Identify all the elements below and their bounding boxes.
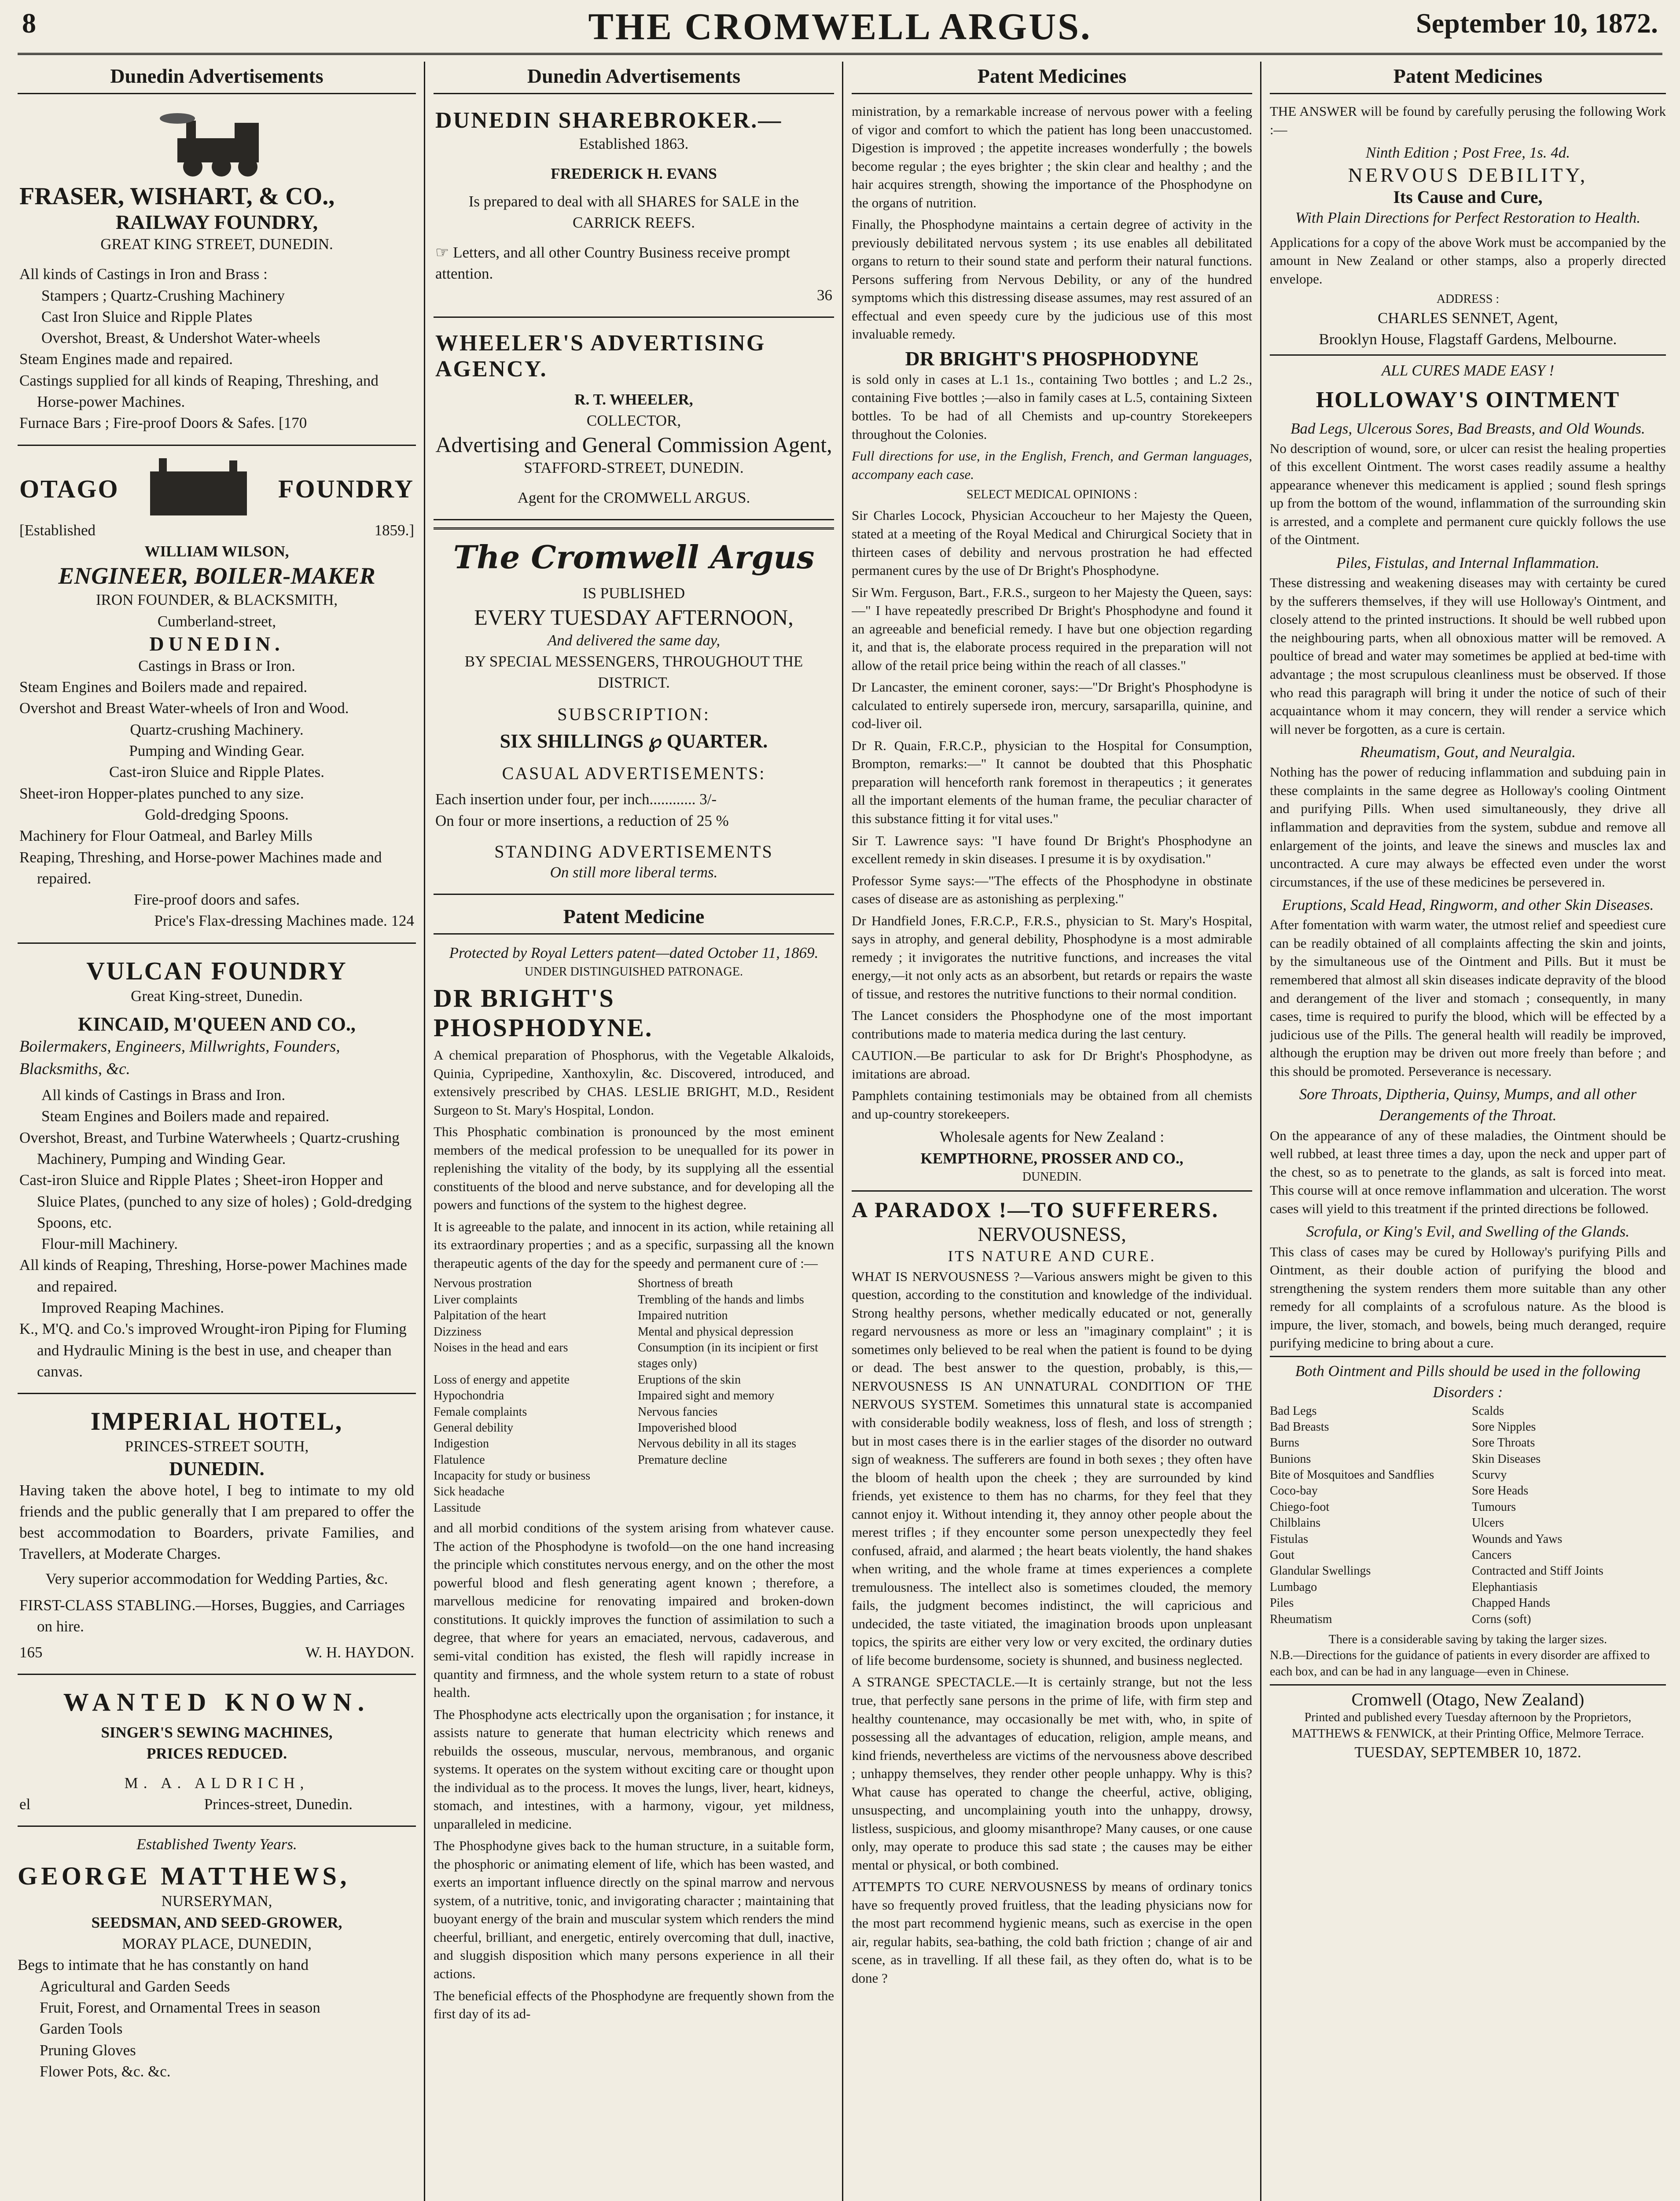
disorder-item: Ulcers — [1472, 1516, 1504, 1530]
line: All kinds of Castings in Iron and Brass : — [19, 265, 268, 283]
opinion: The Lancet considers the Phosphodyne one of the most important contributions made to materia medica during the last century. — [852, 1008, 1252, 1042]
line: SINGER'S SEWING MACHINES, — [101, 1723, 333, 1741]
column-rule — [842, 62, 843, 2201]
subscription-price: SIX SHILLINGS ℘ QUARTER. — [500, 730, 768, 752]
disorder-item: Bunions — [1270, 1452, 1311, 1466]
cure-item: Eruptions of the skin — [638, 1373, 741, 1387]
trade: NURSERYMAN, — [161, 1892, 272, 1910]
cure-item: Incapacity for study or business — [434, 1469, 591, 1483]
paragraph: Nothing has the power of reducing inflammation and subduing pain in these complaints in the same degree as Holloway's cooling Ointment and purifying Pills. When used simultaneously, they drive all inflammation and depravities from the system, subdue and remove all enlargement of the joints, and leave the sinews and muscles lax and uncontracted. A cure may always be effected even under the worst circumstances, if the use of these medicines be persevered in. — [1270, 764, 1666, 890]
cures-list — [434, 1276, 834, 1516]
disorder-item: Corns (soft) — [1472, 1612, 1531, 1626]
disorder-item: Chapped Hands — [1472, 1596, 1551, 1610]
line: Fire-proof doors and safes. — [133, 891, 300, 909]
opinion: Sir Charles Locock, Physician Accoucheur to her Majesty the Queen, stated at a meeting of the Royal Medical and Chirurgical Society that in thirteen cases of debility and nervous prostration he had effected permanent cures by the use of Dr Bright's Phosphodyne. — [852, 508, 1252, 578]
patronage: UNDER DISTINGUISHED PATRONAGE. — [525, 964, 743, 979]
agent-note: Agent for the CROMWELL ARGUS. — [517, 489, 750, 506]
line: Reaping, Threshing, and Horse-power Machines made and repaired. — [19, 848, 382, 887]
note: ☞ Letters, and all other Country Business receive prompt attention. — [435, 244, 790, 283]
cure-item: Hypochondria — [434, 1389, 504, 1403]
publication-day: EVERY TUESDAY AFTERNOON, — [474, 604, 794, 629]
advert-title: DR BRIGHT'S PHOSPHODYNE. — [434, 984, 653, 1042]
column-3 — [852, 62, 1252, 2201]
opinion: Pamphlets containing testimonials may be obtained from all chemists and up-country storekeepers. — [852, 1088, 1252, 1122]
advert-title: A PARADOX !—TO SUFFERERS. — [852, 1197, 1219, 1222]
cure-item: Impoverished blood — [638, 1421, 737, 1435]
subheading: Eruptions, Scald Head, Ringworm, and other Skin Diseases. — [1282, 896, 1654, 914]
city: DUNEDIN. — [149, 632, 284, 655]
section-heading: Patent Medicine — [434, 902, 834, 935]
nb-note: N.B.—Directions for the guidance of patients in every disorder are affixed to each box, and can be had in any language—even in Chinese. — [1270, 1648, 1666, 1686]
wanted-known-advert — [18, 1682, 416, 1827]
subscription-heading: SUBSCRIPTION: — [557, 704, 710, 725]
section-heading: Dunedin Advertisements — [434, 62, 834, 94]
disorder-item: Rheumatism — [1270, 1612, 1332, 1626]
disorder-item: Cancers — [1472, 1548, 1512, 1562]
disorder-item: Piles — [1270, 1596, 1294, 1610]
address: GREAT KING STREET, DUNEDIN. — [100, 236, 333, 253]
agent-address: Brooklyn House, Flagstaff Gardens, Melbourne. — [1270, 329, 1666, 356]
firm-name: KINCAID, M'QUEEN AND CO., — [78, 1013, 356, 1035]
established: Established 1863. — [579, 135, 689, 152]
column-2 — [434, 62, 834, 2201]
foundry-name: RAILWAY FOUNDRY, — [115, 211, 318, 233]
opinion: CAUTION.—Be particular to ask for Dr Bright's Phosphodyne, as imitations are abroad. — [852, 1048, 1252, 1082]
line: Cast-iron Sluice and Ripple Plates ; Sheet-iron Hopper and Sluice Plates, (punched to any size of holes) ; Gold-dredging Spoons, etc. — [19, 1171, 412, 1231]
advert-title: DUNEDIN SHAREBROKER.— — [435, 108, 783, 133]
line: Castings in Brass or Iron. — [138, 657, 295, 674]
trade-sub: IRON FOUNDER, & BLACKSMITH, — [96, 591, 338, 609]
trade: SEEDSMAN, AND SEED-GROWER, — [91, 1914, 342, 1931]
paragraph: Applications for a copy of the above Work must be accompanied by the amount in New Zealand or other stamps, also a properly directed envelope. — [1270, 234, 1666, 287]
line: Overshot and Breast Water-wheels of Iron and Wood. — [19, 699, 349, 717]
list-item: Flower Pots, &c. &c. — [40, 2062, 171, 2080]
otago-foundry-advert — [18, 453, 416, 944]
street: Cumberland-street, — [157, 612, 276, 630]
paragraph: These distressing and weakening diseases may with certainty be cured by the sufferers themselves, if they will use Holloway's Ointment, and closely attend to the printed instructions. It should be well rubbed upon the neighbouring parts, when all obnoxious matter will be removed. A poultice of bread and water may sometimes be applied at bed-time with advantage ; the most scrupulous cleanliness must be observed. If those who read this paragraph will bring it under the notice of such of their acquaintance whom it may concern, they will render a service which will never be forgotten, as a cure is certain. — [1270, 575, 1666, 737]
subheading: ITS NATURE AND CURE. — [948, 1248, 1156, 1265]
subheading: Scrofula, or King's Evil, and Swelling of the Glands. — [1306, 1223, 1630, 1240]
line: Quartz-crushing Machinery. — [130, 721, 304, 738]
sharebroker-advert — [434, 102, 834, 318]
role: COLLECTOR, — [586, 412, 681, 430]
line: Steam Engines and Boilers made and repaired. — [19, 678, 308, 696]
line: Cast Iron Sluice and Ripple Plates — [41, 308, 253, 325]
hotel-name: IMPERIAL HOTEL, — [90, 1407, 343, 1436]
cure-item: Nervous debility in all its stages — [638, 1437, 797, 1451]
proprietor: W. H. HAYDON. — [305, 1643, 414, 1661]
paragraph: is sold only in cases at L.1 1s., containing Two bottles ; and L.2 2s., containing Five bottles ;—also in family cases at L.5, containing Sixteen bottles. To be had of all Chemists and up-country Storekeepers throughout the Colonies. — [852, 371, 1252, 442]
advert-number: 36 — [817, 286, 832, 304]
broker-name: FREDERICK H. EVANS — [551, 165, 717, 183]
opinion: Dr R. Quain, F.R.C.P., physician to the Hospital for Consumption, Brompton, remarks:—" It cannot be doubted that this Phosphatic preparation will henceforth rank foremost in therapeutics ; it generates all the important elements of the human frame, the peculiar character of this substance fitting it for vital uses." — [852, 737, 1252, 826]
address: MORAY PLACE, DUNEDIN, — [121, 1935, 312, 1953]
wheeler-agency-advert — [434, 325, 834, 520]
edition: Ninth Edition ; Post Free, 1s. 4d. — [1365, 144, 1570, 162]
paragraph: On the appearance of any of these maladies, the Ointment should be well rubbed, at least three times a day, upon the neck and upper part of the chest, so as to penetrate to the glands, as salt is forced into meat. This course will at once remove inflammation and ulceration. The worst cases will yield to this treatment if the printed directions be followed. — [1270, 1127, 1666, 1216]
issue-date: September 10, 1872. — [1416, 7, 1658, 39]
newspaper-title: THE CROMWELL ARGUS. — [588, 5, 1092, 48]
line: All kinds of Castings in Brass and Iron. — [41, 1086, 286, 1104]
established-note: Established Twenty Years. — [136, 1836, 297, 1853]
cure-item: Trembling of the hands and limbs — [638, 1292, 804, 1307]
paragraph: The beneficial effects of the Phosphodyne are frequently shown from the first day of its ad- — [434, 1988, 834, 2022]
casual-heading: CASUAL ADVERTISEMENTS: — [502, 763, 766, 784]
disorder-item: Chiego-foot — [1270, 1500, 1330, 1514]
street: PRINCES-STREET SOUTH, — [125, 1438, 309, 1455]
disorder-item: Glandular Swellings — [1270, 1564, 1371, 1578]
cure-item: Indigestion — [434, 1437, 489, 1451]
address-heading: ADDRESS : — [1436, 292, 1500, 306]
disorder-item: Gout — [1270, 1548, 1294, 1562]
advert-title: WHEELER'S ADVERTISING AGENCY. — [435, 331, 766, 382]
cure-item: Sick headache — [434, 1485, 504, 1499]
disorder-item: Scurvy — [1472, 1468, 1507, 1482]
line: Pumping and Winding Gear. — [129, 742, 305, 760]
paragraph: ministration, by a remarkable increase of nervous power with a feeling of vigor and comfort to which the patient has long been unaccustomed. Digestion is improved ; the appetite increases wonderfully ; the bowels become regular ; the eyes brighter ; the skin clear and healthy ; and the hair acquires strength, showing the importance of the Phosphodyne on the organs of nutrition. — [852, 103, 1252, 210]
line: PRICES REDUCED. — [147, 1745, 287, 1763]
product-heading: DR BRIGHT'S PHOSPHODYNE — [905, 347, 1199, 370]
foundry-building-engraving — [146, 458, 251, 520]
opinion: Sir T. Lawrence says: "I have found Dr Bright's Phosphodyne an excellent remedy in skin diseases. I presume it is by oxydisation." — [852, 832, 1252, 867]
cure-item: Nervous fancies — [638, 1405, 718, 1419]
cure-item: Flatulence — [434, 1453, 485, 1467]
paragraph: The Phosphodyne acts electrically upon the organisation ; for instance, it assists nature to generate that human electricity which renews and rebuilds the osseous, muscular, nervous, membranous, and organic systems. It operates on the system without exciting care or thought upon the individual as to the process. It moves the lungs, liver, heart, kidneys, stomach, and intestines, with a harmony, vigour, yet mildness, unparalleled in medicine. — [434, 1706, 834, 1832]
opinion: Dr Lancaster, the eminent coroner, says:—"Dr Bright's Phosphodyne is calculated to entirely supersede iron, mercury, sarsaparilla, quinine, and cod-liver oil. — [852, 679, 1252, 732]
disorder-item: Burns — [1270, 1436, 1299, 1450]
paragraph: This Phosphatic combination is pronounced by the most eminent members of the medical profession to be unequalled for its power in replenishing the vitality of the body, by its supplying all the essential constituents of the blood and nerve substance, and for developing all the powers and functions of the system to the highest degree. — [434, 1124, 834, 1213]
column-4 — [1270, 62, 1666, 2201]
advertiser-name: GEORGE MATTHEWS, — [18, 1862, 350, 1891]
opinions-heading: SELECT MEDICAL OPINIONS : — [966, 488, 1138, 502]
list-item: Fruit, Forest, and Ornamental Trees in season — [40, 1999, 320, 2016]
disorder-item: Bite of Mosquitoes and Sandflies — [1270, 1468, 1434, 1482]
paragraph: THE ANSWER will be found by carefully perusing the following Work :— — [1270, 103, 1666, 137]
proprietor: M. A. ALDRICH, — [124, 1774, 309, 1792]
rate-line: On four or more insertions, a reduction of 25 % — [435, 812, 729, 829]
page-number: 8 — [22, 7, 36, 39]
established-label: [Established — [19, 521, 96, 539]
disorder-item: Wounds and Yaws — [1472, 1532, 1562, 1546]
cure-item: Impaired sight and memory — [638, 1389, 775, 1403]
line: Steam Engines made and repaired. — [19, 350, 233, 368]
agent-name: R. T. WHEELER, — [574, 391, 693, 409]
advert-title: HOLLOWAY'S OINTMENT — [1316, 387, 1620, 412]
disorder-item: Skin Diseases — [1472, 1452, 1541, 1466]
standing-terms: On still more liberal terms. — [550, 864, 718, 881]
standing-heading: STANDING ADVERTISEMENTS — [494, 842, 773, 862]
locomotive-engraving — [151, 112, 283, 178]
line: Cast-iron Sluice and Ripple Plates. — [109, 763, 324, 781]
paragraph: Full directions for use, in the English, French, and German languages, accompany each case. — [852, 448, 1252, 482]
disorder-item: Scalds — [1472, 1404, 1504, 1418]
cure-item: Shortness of breath — [638, 1277, 733, 1291]
cure-item: Impaired nutrition — [638, 1309, 728, 1323]
line: Sheet-iron Hopper-plates punched to any size. — [19, 784, 304, 802]
disorder-item: Fistulas — [1270, 1532, 1309, 1546]
foundry-name: VULCAN FOUNDRY — [86, 956, 347, 985]
intro: Begs to intimate that he has constantly on hand — [18, 1956, 309, 1974]
city: DUNEDIN. — [169, 1458, 265, 1480]
line: Steam Engines and Boilers made and repaired. — [41, 1108, 330, 1125]
list-item: Agricultural and Garden Seeds — [40, 1977, 230, 1995]
argus-publication-notice — [434, 527, 834, 895]
line: Gold-dredging Spoons. — [145, 806, 289, 823]
line: And delivered the same day, — [547, 631, 721, 649]
agents-line: Wholesale agents for New Zealand : — [939, 1128, 1165, 1146]
paragraph: No description of wound, sore, or ulcer can resist the healing properties of this excellent Ointment. The worst cases readily assume a healthy appearance whenever this medicament is applied ; sound flesh springs up from the bottom of the wound, inflammation of the surrounding skin is arrested, and a complete and permanent cure quickly follows the use of the Ointment. — [1270, 440, 1666, 548]
line: K., M'Q. and Co.'s improved Wrought-iron Piping for Fluming and Hydraulic Mining is the best in use, and cheaper than canvas. — [19, 1320, 407, 1380]
line: Overshot, Breast, and Turbine Waterwheels ; Quartz-crushing Machinery, Pumping and Winding Gear. — [19, 1129, 400, 1167]
cure-item: Consumption (in its incipient or first stages only) — [638, 1340, 818, 1371]
line: Improved Reaping Machines. — [41, 1299, 224, 1317]
opinion: Sir Wm. Ferguson, Bart., F.R.S., surgeon to her Majesty the Queen, says:—" I have repeatedly prescribed Dr Bright's Phosphodyne and found it an agreeable and beneficial remedy. I have but one objection regarding it, and that is, the elaborate process required in the preparation will not allow of the retail price being within the reach of all classes." — [852, 584, 1252, 673]
masthead — [18, 4, 1662, 55]
column-rule — [1260, 62, 1261, 2201]
section-heading: Patent Medicines — [852, 62, 1252, 94]
agents-city: DUNEDIN. — [852, 1169, 1252, 1192]
paragraph: and all morbid conditions of the system arising from whatever cause. The action of the Phosphodyne is twofold—on the one hand increasing the principle which constitutes nervous energy, and on the other the most powerful blood and flesh generating agent known ; therefore, a marvellous medicine for renovating impaired and broken-down constitutions. It quickly improves the function of assimilation to such a degree, that where for years an emaciated, nervous, cadaverous, and semi-vital condition has existed, the flesh will rapidly increase in quantity and firmness, and the whole system return to a state of robust health. — [434, 1520, 834, 1700]
disorder-item: Coco-bay — [1270, 1484, 1318, 1498]
paragraph: A chemical preparation of Phosphorus, with the Vegetable Alkaloids, Quinia, Cypripedine, Xanthoxylin, &c. Discovered, introduced, and extensively prescribed by CHAS. LESLIE BRIGHT, M.D., Resident Surgeon to St. Mary's Hospital, London. — [434, 1047, 834, 1118]
book-note: With Plain Directions for Perfect Restoration to Health. — [1295, 209, 1641, 227]
foundry-word: FOUNDRY — [278, 475, 414, 504]
opinion: Professor Syme says:—"The effects of the Phosphodyne in obstinate cases of disease are as astonishing as perplexing." — [852, 872, 1252, 907]
agents-firm: KEMPTHORNE, PROSSER AND CO., — [920, 1149, 1184, 1167]
cure-item: General debility — [434, 1421, 514, 1435]
disorders-list — [1270, 1403, 1666, 1627]
book-title: NERVOUS DEBILITY, — [1348, 164, 1588, 187]
address: STAFFORD-STREET, DUNEDIN. — [524, 459, 744, 476]
patent-note: Protected by Royal Letters patent—dated October 11, 1869. — [449, 944, 819, 962]
line: Flour-mill Machinery. — [41, 1235, 178, 1253]
vulcan-foundry-advert — [18, 951, 416, 1395]
cure-item: Dizziness — [434, 1325, 482, 1339]
cure-item: Loss of energy and appetite — [434, 1373, 570, 1387]
subheading: Piles, Fistulas, and Internal Inflammation. — [1336, 554, 1599, 572]
cure-item: Noises in the head and ears — [434, 1340, 568, 1354]
wedding-note: Very superior accommodation for Wedding Parties, &c. — [45, 1570, 388, 1587]
opinion: Dr Handfield Jones, F.R.C.P., F.R.S., physician to St. Mary's Hospital, says in atrophy, and general debility, Phosphodyne is a most admirable remedy ; it invigorates the nutritive functions, and increases the vital energy,—it not only acts as an absorbent, but retards or repairs the waste of tissue, and restores the nutritive functions to their normal condition. — [852, 913, 1252, 1001]
paragraph: It is agreeable to the palate, and innocent in its action, while retaining all its extraordinary properties ; and as a specific, surpassing all the known therapeutic agents of the day for the speedy and permanent cure of :— — [434, 1218, 834, 1271]
disorder-item: Sore Throats — [1472, 1436, 1535, 1450]
otago-word: OTAGO — [19, 475, 119, 504]
disorder-item: Bad Legs — [1270, 1404, 1317, 1418]
column-rule — [424, 62, 425, 2201]
disorder-item: Sore Heads — [1472, 1484, 1529, 1498]
line: Price's Flax-dressing Machines made. 124 — [154, 912, 414, 930]
disorder-item: Chilblains — [1270, 1516, 1321, 1530]
george-matthews-advert — [18, 1834, 416, 2082]
disorder-item: Elephantiasis — [1472, 1580, 1538, 1594]
line: IS PUBLISHED — [582, 585, 685, 602]
disorder-item: Tumours — [1472, 1500, 1516, 1514]
imprint-text: Printed and published every Tuesday afternoon by the Proprietors, MATTHEWS & FENWICK, at their Printing Office, Melmore Terrace. — [1291, 1711, 1644, 1741]
line: Furnace Bars ; Fire-proof Doors & Safes. [170 — [19, 414, 307, 432]
paragraph: The Phosphodyne gives back to the human structure, in a suitable form, the phosphoric or animating element of life, which has been wasted, and exerts an important influence directly on the spinal marrow and nervous system, of a nutritive, tonic, and invigorating character ; maintaining that buoyant energy of the brain and muscular system which renders the mind cheerful, brilliant, and energetic, entirely overcoming that dull, inactive, and sluggish disposition which many persons experience in all their actions. — [434, 1838, 834, 1982]
line: Overshot, Breast, & Undershot Water-wheels — [41, 329, 320, 347]
paragraph: WHAT IS NERVOUSNESS ?—Various answers might be given to this question, according to the constitution and knowledge of the individual. Strong healthy persons, whether medically educated or not, generally regard nervousness as more or less an "imaginary complaint" ; it is sometimes only believed to be real when the patient is found to be dying or dead. The best answer to the question, probably, is this,—NERVOUSNESS IS AN UNNATURAL CONDITION OF THE NERVOUS SYSTEM. Sometimes this unnatural state is accompanied with considerable bodily weakness, loss of flesh, and loss of strength ; but in most cases there is in the earlier stages of the disorder no outward sign of weakness. The sufferers are found in both sexes ; they often have the bloom of health upon the cheek ; they are surrounded by kind friends, yet existence to them has no charms, for they feel that they cannot enjoy it. Without intending it, they annoy other people about the merest trifles ; if they encounter some person unexpectedly they feel confused, afraid, and alarmed ; the heart beats violently, the hand shakes when writing, and the whole frame at times experiences a complete tremulousness. The intellect also is sometimes clouded, the memory fails, the judgment becomes indistinct, the will capricious and undecided, the taste vitiated, the imagination broods upon unpleasant topics, the spirits are either very low or very excited, the ordinary duties of life become burdensome, society is shunned, and business neglected. — [852, 1268, 1252, 1668]
imprint-title: Cromwell (Otago, New Zealand) — [1351, 1689, 1584, 1710]
book-subtitle: Its Cause and Cure, — [1393, 187, 1543, 207]
address: Princes-street, Dunedin. — [204, 1795, 353, 1813]
rate-line: Each insertion under four, per inch............ 3/- — [435, 791, 717, 808]
agent-name: CHARLES SENNET, Agent, — [1378, 309, 1558, 327]
cure-item: Premature decline — [638, 1453, 727, 1467]
stabling-note: FIRST-CLASS STABLING.—Horses, Buggies, and Carriages on hire. — [19, 1597, 405, 1635]
imperial-hotel-advert — [18, 1401, 416, 1675]
section-heading: Dunedin Advertisements — [18, 62, 416, 94]
cure-item: Nervous prostration — [434, 1277, 532, 1291]
bright-phosphodyne-advert — [434, 942, 834, 2023]
trade-title: ENGINEER, BOILER-MAKER — [58, 563, 375, 589]
column-1 — [18, 62, 416, 2201]
advert-number: 165 — [19, 1643, 43, 1661]
established-year: 1859.] — [374, 521, 414, 539]
paragraph: Finally, the Phosphodyne maintains a certain degree of activity in the previously debilitated nervous system ; its use enables all debilitated organs to return to their sound state and perform their natural functions. Persons suffering from Nervous Debility, or any of the hundred symptoms which this distressing disease assumes, may rest assured of an effectual and even speedy cure by the judicious use of this most invaluable remedy. — [852, 217, 1252, 342]
mark: el — [19, 1795, 31, 1813]
cure-item: Palpitation of the heart — [434, 1309, 546, 1323]
cure-item: Lassitude — [434, 1501, 481, 1515]
newspaper-name: The Cromwell Argus — [453, 538, 815, 576]
cure-item: Female complaints — [434, 1405, 527, 1419]
disorder-item: Contracted and Stiff Joints — [1472, 1564, 1603, 1578]
list-item: Garden Tools — [40, 2020, 123, 2038]
disorder-item: Bad Breasts — [1270, 1420, 1329, 1434]
line: BY SPECIAL MESSENGERS, THROUGHOUT THE DISTRICT. — [464, 652, 803, 692]
disorders-heading: Both Ointment and Pills should be used in the following Disorders : — [1270, 1356, 1666, 1403]
paragraph: ATTEMPTS TO CURE NERVOUSNESS by means of ordinary tonics have so frequently proved fruitless, that the leading physicians now for the most part recommend hygienic means, such as exercise in the open air, regular habits, sea-bathing, the cold bath friction ; change of air and scene, as in travelling. If all these fail, as they often do, what is to be done ? — [852, 1879, 1252, 1986]
line: All kinds of Reaping, Threshing, Horse-power Machines made and repaired. — [19, 1256, 407, 1295]
slogan: ALL CURES MADE EASY ! — [1381, 362, 1555, 379]
advertiser-name: FRASER, WISHART, & CO., — [19, 183, 335, 210]
disorder-item: Lumbago — [1270, 1580, 1317, 1594]
subheading: NERVOUSNESS, — [978, 1223, 1126, 1246]
cure-item: Liver complaints — [434, 1292, 518, 1307]
trades: Boilermakers, Engineers, Millwrights, Founders, Blacksmiths, &c. — [19, 1038, 340, 1078]
advert-title: WANTED KNOWN. — [63, 1687, 371, 1716]
imprint-date: TUESDAY, SEPTEMBER 10, 1872. — [1354, 1743, 1581, 1761]
body: Having taken the above hotel, I beg to intimate to my old friends and the public generally that I am prepared to offer the best accommodation to Boarders, private Families, and Travellers, at Moderate Charges. — [19, 1481, 414, 1563]
section-heading: Patent Medicines — [1270, 62, 1666, 94]
list-item: Pruning Gloves — [40, 2041, 136, 2059]
line: Machinery for Flour Oatmeal, and Barley Mills — [19, 827, 312, 845]
subheading: Sore Throats, Diptheria, Quinsy, Mumps, and all other Derangements of the Throat. — [1299, 1086, 1637, 1124]
body: Is prepared to deal with all SHARES for SALE in the CARRICK REEFS. — [468, 192, 799, 231]
trade: Advertising and General Commission Agent, — [435, 432, 832, 457]
disorder-item: Sore Nipples — [1472, 1420, 1536, 1434]
paragraph: After fomentation with warm water, the utmost relief and speediest cure can be readily obtained of all complaints affecting the skin and joints, by the simultaneous use of the Ointment and Pills. But it must be remembered that almost all skin diseases indicate depravity of the blood and derangement of the liver and stomach ; consequently, in many cases, time is required to purify the blood, which will be effected by a judicious use of the Pills. The general health will readily be improved, although the eruption may be driven out more freely than before ; and this should be promoted. Perseverance is necessary. — [1270, 917, 1666, 1079]
subheading: Bad Legs, Ulcerous Sores, Bad Breasts, and Old Wounds. — [1290, 420, 1645, 437]
paragraph: A STRANGE SPECTACLE.—It is certainly strange, but not the less true, that perfectly sane persons in the prime of life, with firm step and healthy countenance, may occasionally be met with, who, in spite of possessing all the advantages of education, religion, ample means, and kind friends, nevertheless are victims of the nervousness above described ; unhappy themselves, they render other people unhappy. Why is this? What cause has operated to change the cheerful, active, obliging, unsuspecting, and uncomplaining youth into the unhappy, drowsy, listless, suspicious, and gloomy misanthrope? Many causes, or one cause only, may operate to produce this sad state ; the causes may be either mental or physical, or both combined. — [852, 1674, 1252, 1873]
street: Great King-street, Dunedin. — [131, 987, 303, 1005]
line: Castings supplied for all kinds of Reaping, Threshing, and Horse-power Machines. — [19, 372, 379, 411]
subheading: Rheumatism, Gout, and Neuralgia. — [1360, 743, 1576, 761]
owner-name: WILLIAM WILSON, — [144, 542, 289, 560]
cure-item: Mental and physical depression — [638, 1325, 794, 1339]
line: Stampers ; Quartz-Crushing Machinery — [41, 287, 285, 304]
saving-note: There is a considerable saving by taking the larger sizes. — [1328, 1632, 1607, 1646]
paragraph: This class of cases may be cured by Holloway's purifying Pills and Ointment, as their double action of purifying the blood and strengthening the system renders them more suitable than any other remedy for all complaints of a scrofulous nature. As the blood is impure, the liver, stomach, and bowels, being much deranged, require purifying medicine to bring about a cure. — [1270, 1244, 1666, 1351]
fraser-wishart-advert — [18, 102, 416, 446]
